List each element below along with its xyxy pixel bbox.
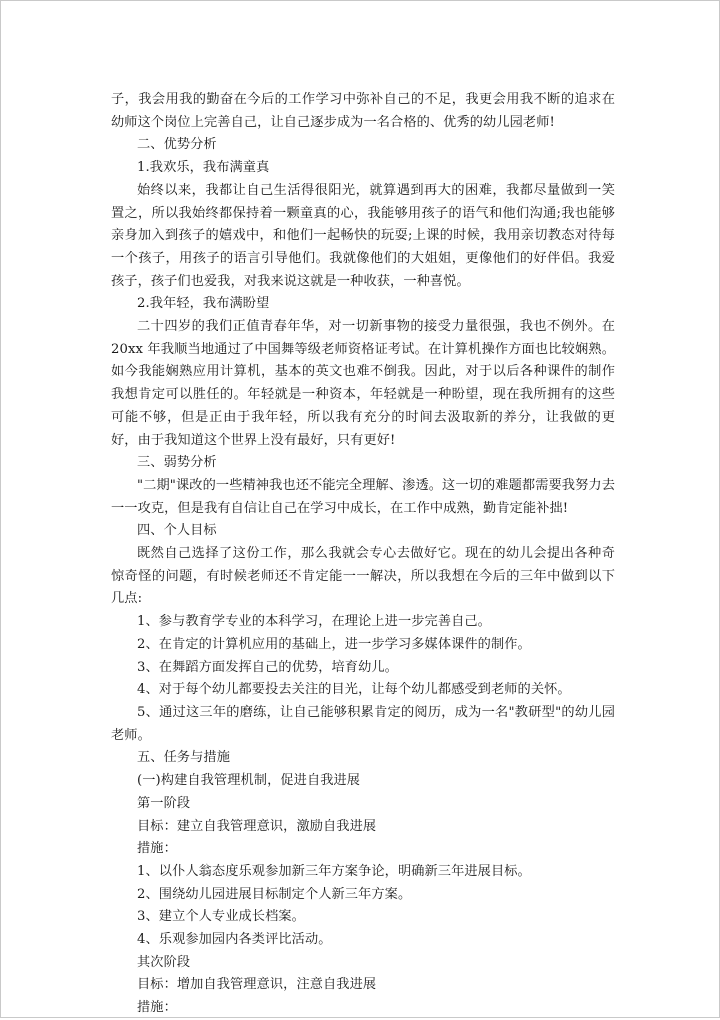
list-item: 2、围绕幼儿园进展目标制定个人新三年方案。 [137, 886, 412, 902]
section-heading-tasks: 五、任务与措施 [137, 750, 231, 766]
section-heading-weaknesses: 三、弱势分析 [137, 455, 217, 471]
paragraph-intro-continued: 子，我会用我的勤奋在今后的工作学习中弥补自己的不足，我更会用我不断的追求在幼师这个岗位上完善自己，让自己逐步成为一名合格的、优秀的幼儿园老师! [111, 92, 615, 130]
paragraph-happy: 始终以来，我都让自己生活得很阳光，就算遇到再大的困难，我都尽量做到一笑置之，所以我始终都保持着一颗童真的心，我能够用孩子的语气和他们沟通;我也能够亲身加入到孩子的嬉戏中，和他们一起畅快的玩耍;上课的时候，我用亲切教态对待每一个孩子，用孩子的语言引导他们。我就像他们的大姐姐，更像他们的好伴侣。我爱孩子，孩子们也爱我，对我来说这就是一种收获，一种喜悦。 [111, 182, 615, 289]
list-item: 2、在肯定的计算机应用的基础上，进一步学习多媒体课件的制作。 [137, 636, 531, 652]
measures-label: 措施： [137, 841, 177, 857]
list-item: 3、建立个人专业成长档案。 [137, 909, 305, 925]
document-body [111, 89, 615, 1020]
measures-label: 措施： [137, 1000, 177, 1016]
stage-heading-first: 第一阶段 [137, 795, 191, 811]
paragraph-weaknesses: "二期"课改的一些精神我也还不能完全理解、渗透。这一切的难题都需要我努力去一一攻克，但是我有自信让自己在学习中成长，在工作中成熟，勤肯定能补拙! [111, 477, 615, 516]
paragraph-goals: 既然自己选择了这份工作，那么我就会专心去做好它。现在的幼儿会提出各种奇惊奇怪的问题，有时候老师还不肯定能一一解决，所以我想在今后的三年中做到以下几点: [111, 546, 615, 607]
section-heading-strengths: 二、优势分析 [137, 137, 217, 153]
list-item: 5、通过这三年的磨练，让自己能够积累肯定的阅历，成为一名"教研型"的幼儿园老师。 [111, 704, 615, 743]
stage-heading-second: 其次阶段 [137, 954, 191, 970]
stage-goal: 目标：建立自我管理意识，激励自我进展 [137, 818, 377, 834]
list-item: 1、参与教育学专业的本科学习，在理论上进一步完善自己。 [137, 614, 491, 630]
list-item: 4、乐观参加园内各类评比活动。 [137, 932, 332, 948]
list-item: 3、在舞蹈方面发挥自己的优势，培育幼儿。 [137, 659, 398, 675]
subheading-happy: 1.我欢乐，我布满童真 [137, 160, 270, 176]
stage-goal: 目标：增加自我管理意识，注意自我进展 [137, 977, 377, 993]
subheading-self-management: (一)构建自我管理机制，促进自我进展 [137, 773, 361, 789]
subheading-young: 2.我年轻，我布满盼望 [137, 296, 270, 312]
list-item: 4、对于每个幼儿都要投去关注的目光，让每个幼儿都感受到老师的关怀。 [137, 682, 571, 698]
paragraph-young: 二十四岁的我们正值青春年华，对一切新事物的接受力量很强，我也不例外。在 20xx 年我顺当地通过了中国舞等级老师资格证考试。在计算机操作方面也比较娴熟。如今我能娴熟应用计算机，基本的英文也难不倒我。因此，对于以后各种课件的制作我想肯定可以胜任的。年轻就是一种资本，年轻就是一种盼望，现在我所拥有的这些可能不够，但是正由于我年轻，所以我有充分的时间去汲取新的养分，让我做的更好，由于我知道这个世界上没有最好，只有更好! [111, 319, 615, 448]
list-item: 1、以仆人翁态度乐观参加新三年方案争论，明确新三年进展目标。 [137, 863, 531, 879]
section-heading-goals: 四、个人目标 [137, 523, 217, 539]
